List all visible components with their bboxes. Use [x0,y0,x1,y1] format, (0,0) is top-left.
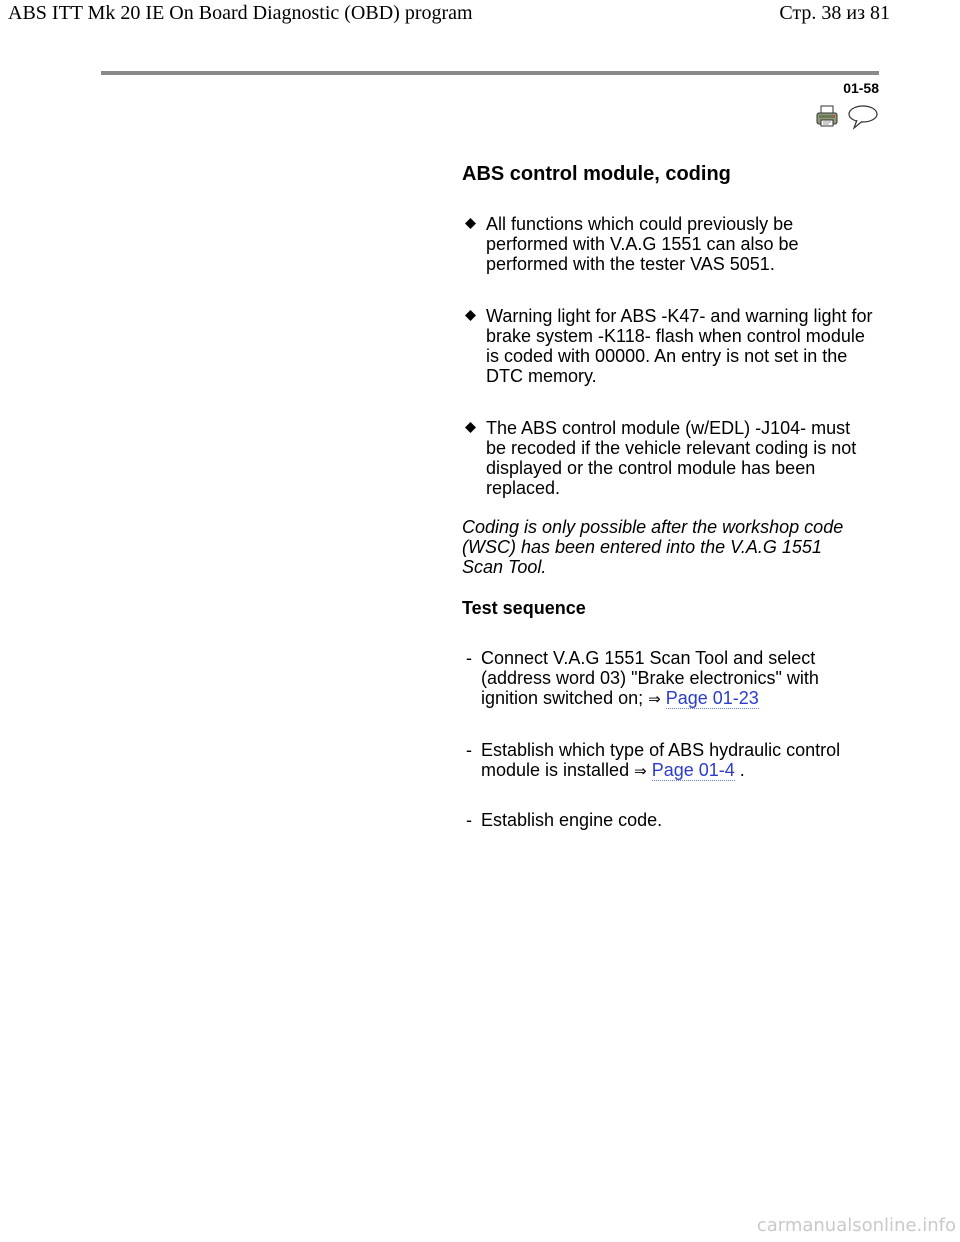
test-sequence-heading: Test sequence [462,598,586,618]
right-arrow-icon: ⇒ [648,690,661,708]
print-header [0,0,960,28]
document-title: ABS ITT Mk 20 IE On Board Diagnostic (OBD) program [8,2,473,24]
diamond-bullet-icon [465,310,476,321]
step-text [481,740,866,781]
step-dash: - [466,648,472,668]
test-step [466,810,866,830]
page-link-01-4[interactable]: Page 01-4 [651,760,735,780]
diamond-bullet-icon [465,218,476,229]
note-text: Warning light for ABS -K47- and warning light for brake system -K118- flash when control module is coded with 00000. An entry is not set in the DTC memory. [486,306,873,386]
step-dash: - [466,740,472,760]
note-item [463,214,873,274]
test-step [466,740,866,781]
section-title: ABS control module, coding [462,163,731,185]
printer-icon[interactable] [815,104,839,133]
right-arrow-icon: ⇒ [634,762,647,780]
site-watermark: carmanualsonline.info [756,1215,956,1236]
page-link-01-23[interactable]: Page 01-23 [665,688,759,708]
step-body: Establish which type of ABS hydraulic control module is installed [481,740,841,780]
step-body: Establish engine code. [481,810,663,830]
page-number: 01-58 [843,80,879,96]
step-text [481,810,866,830]
test-step [466,648,866,709]
step-body: Connect V.A.G 1551 Scan Tool and select (address word 03) "Brake electronics" with ignition switched on; [481,648,819,708]
step-text [481,648,866,709]
note-item [463,418,873,498]
note-text: The ABS control module (w/EDL) -J104- must be recoded if the vehicle relevant coding is not displayed or the control module has been replaced. [486,418,857,498]
diamond-bullet-icon [465,422,476,433]
note-text: All functions which could previously be performed with V.A.G 1551 can also be performed with the tester VAS 5051. [486,214,799,274]
coding-requirement-note: Coding is only possible after the workshop code (WSC) has been entered into the V.A.G 1551 Scan Tool. [462,517,844,577]
toolbar-icons [815,104,881,130]
note-item [463,306,873,386]
page-counter: Стр. 38 из 81 [779,2,890,24]
step-dash: - [466,810,472,830]
step-suffix: . [734,760,745,780]
speech-bubble-icon[interactable] [847,104,879,135]
top-divider [101,71,879,75]
